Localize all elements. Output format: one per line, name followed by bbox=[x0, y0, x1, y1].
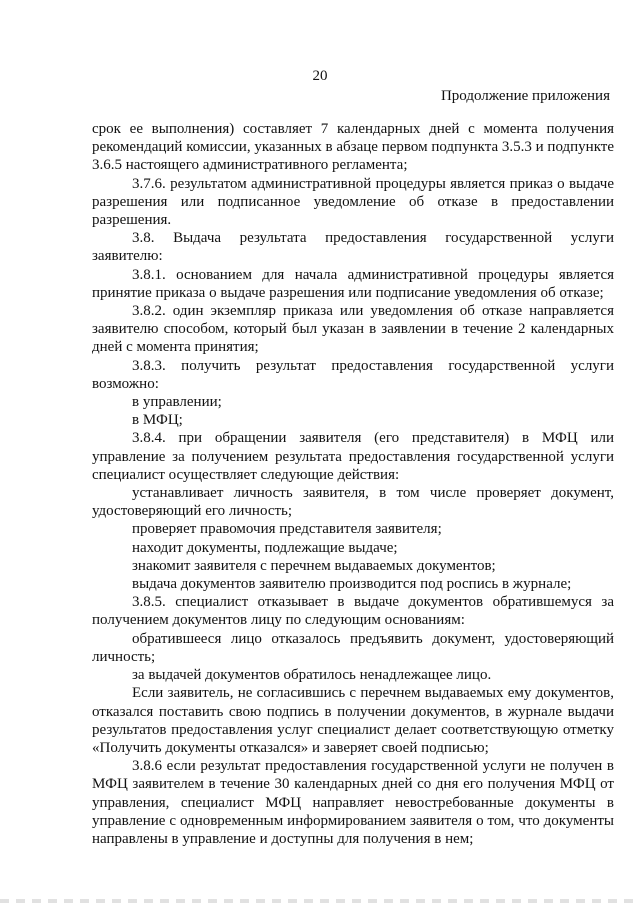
paragraph: 3.8.6 если результат предоставления государственной услуги не получен в МФЦ заявителем в течение 30 календарных дней со дня его получения МФЦ от управления, специалист МФЦ направляет невостребованные документы в управление с одновременным информированием заявителя о том, что документы направлены в управление и доступны для получения в нем; bbox=[92, 758, 614, 847]
paragraph: устанавливает личность заявителя, в том числе проверяет документ, удостоверяющий его личность; bbox=[92, 485, 614, 520]
paragraph: знакомит заявителя с перечнем выдаваемых документов; bbox=[132, 557, 496, 574]
paragraph: 3.8. Выдача результата предоставления государственной услуги заявителю: bbox=[92, 230, 614, 265]
paragraph: в МФЦ; bbox=[132, 412, 183, 429]
paragraph: в управлении; bbox=[132, 394, 222, 411]
paragraph: 3.8.2. один экземпляр приказа или уведомления об отказе направляется заявителю способом, который был указан в заявлении в течение 2 календарных дней с момента принятия; bbox=[92, 303, 614, 356]
paragraph: выдача документов заявителю производится под роспись в журнале; bbox=[132, 576, 572, 593]
document-body bbox=[92, 120, 614, 848]
paragraph: 3.8.5. специалист отказывает в выдаче документов обратившемуся за получением документов лицу по следующим основаниям: bbox=[92, 594, 614, 629]
paragraph: 3.8.4. при обращении заявителя (его представителя) в МФЦ или управление за получением результата предоставления государственной услуги специалист осуществляет следующие действия: bbox=[92, 430, 614, 483]
scan-edge-artifact bbox=[0, 899, 640, 903]
paragraph: обратившееся лицо отказалось предъявить документ, удостоверяющий личность; bbox=[92, 630, 614, 665]
paragraph: проверяет правомочия представителя заявителя; bbox=[132, 521, 442, 538]
paragraph: Если заявитель, не согласившись с перечнем выдаваемых ему документов, отказался поставить свою подпись в получении документов, в журнале выдачи результатов предоставления услуг специалист делает соответствующую отметку «Получить документы отказался» и заверяет своей подписью; bbox=[92, 685, 614, 756]
paragraph: находит документы, подлежащие выдаче; bbox=[132, 539, 398, 556]
paragraph: срок ее выполнения) составляет 7 календарных дней с момента получения рекомендаций комиссии, указанных в абзаце первом подпункта 3.5.3 и подпункте 3.6.5 настоящего административного регламента; bbox=[92, 121, 614, 174]
paragraph: 3.8.1. основанием для начала административной процедуры является принятие приказа о выдаче разрешения или подписание уведомления об отказе; bbox=[92, 266, 614, 301]
paragraph: 3.7.6. результатом административной процедуры является приказ о выдаче разрешения или подписанное уведомление об отказе в предоставлении разрешения. bbox=[92, 175, 614, 229]
paragraph: за выдачей документов обратилось ненадлежащее лицо. bbox=[132, 667, 492, 684]
header-note: Продолжение приложения bbox=[440, 88, 610, 104]
page-number: 20 bbox=[312, 68, 328, 84]
paragraph: 3.8.3. получить результат предоставления государственной услуги возможно: bbox=[92, 357, 614, 392]
